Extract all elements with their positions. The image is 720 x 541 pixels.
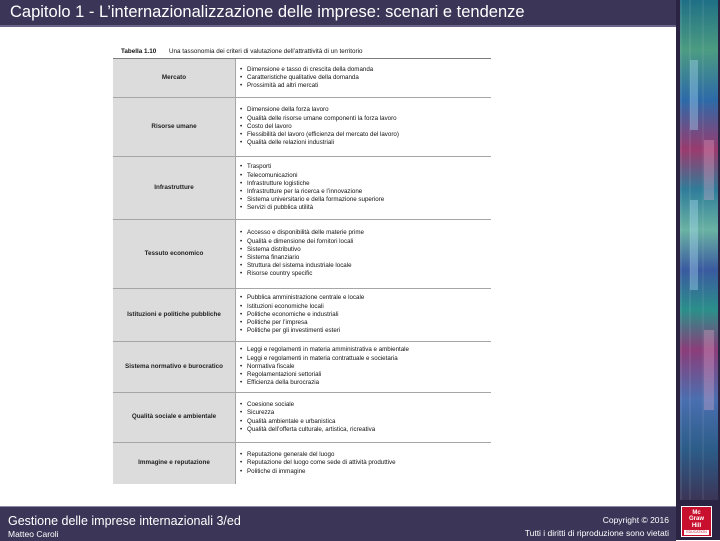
category-cell: Risorse umane	[113, 98, 236, 156]
list-item: • Politiche di immagine	[240, 467, 306, 475]
decorative-bar	[690, 60, 698, 130]
list-item: • Istituzioni economiche locali	[240, 302, 324, 310]
list-item: • Qualità ambientale e urbanistica	[240, 417, 336, 425]
category-cell: Infrastrutture	[113, 157, 236, 219]
list-item: • Sistema distributivo	[240, 245, 301, 253]
slide-footer	[0, 506, 676, 541]
criteria-list	[236, 157, 491, 219]
list-item: • Leggi e regolamenti in materia contrattuale e societaria	[240, 354, 398, 362]
criteria-list	[236, 289, 491, 341]
list-item: • Trasporti	[240, 163, 272, 171]
list-item: • Dimensione e tasso di crescita della domanda	[240, 65, 374, 73]
table-row-qualita-sociale	[113, 393, 491, 443]
list-item: • Politiche per gli investimenti esteri	[240, 327, 341, 335]
table-row-immagine	[113, 443, 491, 484]
list-item: • Qualità dell’offerta culturale, artistica, ricreativa	[240, 425, 376, 433]
author-name: Matteo Caroli	[8, 529, 59, 539]
list-item: • Qualità e dimensione dei fornitori locali	[240, 237, 354, 245]
category-cell: Tessuto economico	[113, 220, 236, 288]
list-item: • Risorse country specific	[240, 270, 313, 278]
slide-header	[0, 0, 676, 27]
table-row-infrastrutture	[113, 157, 491, 220]
table-row-tessuto-economico	[113, 220, 491, 289]
list-item: • Sicurezza	[240, 409, 275, 417]
decorative-bar	[704, 140, 714, 200]
list-item: • Reputazione generale del luogo	[240, 451, 335, 459]
taxonomy-table	[113, 44, 491, 482]
decorative-glass-pattern	[680, 0, 718, 500]
table-row-risorse-umane	[113, 98, 491, 157]
list-item: • Struttura del sistema industriale locale	[240, 262, 352, 270]
list-item: • Qualità delle relazioni industriali	[240, 139, 335, 147]
list-item: • Sistema finanziario	[240, 254, 300, 261]
table-row-mercato	[113, 59, 491, 98]
list-item: • Servizi di pubblica utilità	[240, 204, 314, 212]
list-item: • Coesione sociale	[240, 401, 295, 409]
table-row-istituzioni	[113, 289, 491, 342]
decorative-bar	[704, 330, 714, 410]
table-number: Tabella 1.10	[121, 47, 157, 55]
list-item: • Dimensione della forza lavoro	[240, 106, 329, 114]
criteria-list	[236, 59, 491, 97]
decorative-side-strip	[676, 0, 720, 540]
category-cell: Istituzioni e politiche pubbliche	[113, 289, 236, 341]
rights-notice: Tutti i diritti di riproduzione sono vietati	[524, 528, 669, 538]
category-cell: Mercato	[113, 59, 236, 97]
criteria-list	[236, 393, 491, 442]
slide-title: Capitolo 1 - L’internazionalizzazione delle imprese: scenari e tendenze	[10, 3, 525, 21]
publisher-logo: Mc Graw Hill EDUCATION	[681, 506, 712, 537]
list-item: • Telecomunicazioni	[240, 171, 298, 179]
list-item: • Regolamentazioni settoriali	[240, 371, 322, 379]
criteria-list	[236, 342, 491, 392]
table-caption	[113, 44, 491, 59]
list-item: • Infrastrutture per la ricerca e l’innovazione	[240, 188, 363, 195]
list-item: • Prossimità ad altri mercati	[240, 82, 319, 90]
list-item: • Efficienza della burocrazia	[240, 379, 320, 387]
list-item: • Flessibilità del lavoro (efficienza del mercato del lavoro)	[240, 131, 399, 139]
list-item: • Infrastrutture logistiche	[240, 179, 310, 187]
criteria-list	[236, 443, 491, 484]
book-title: Gestione delle imprese internazionali 3/ed	[8, 514, 241, 528]
list-item: • Leggi e regolamenti in materia amministrativa e ambientale	[240, 346, 409, 354]
list-item: • Politiche per l’impresa	[240, 319, 308, 327]
category-cell: Immagine e reputazione	[113, 443, 236, 484]
list-item: • Pubblica amministrazione centrale e locale	[240, 294, 365, 302]
list-item: • Costo del lavoro	[240, 122, 292, 130]
table-title: Una tassonomia dei criteri di valutazione dell’attrattività di un territorio	[169, 47, 363, 55]
criteria-list	[236, 220, 491, 288]
list-item: • Qualità delle risorse umane componenti la forza lavoro	[240, 114, 397, 122]
list-item: • Normativa fiscale	[240, 362, 295, 370]
list-item: • Reputazione del luogo come sede di attività produttive	[240, 459, 396, 467]
list-item: • Caratteristiche qualitative della domanda	[240, 73, 359, 81]
copyright-notice: Copyright © 2016	[602, 515, 669, 525]
decorative-bar	[690, 200, 698, 290]
category-cell: Sistema normativo e burocratico	[113, 342, 236, 392]
table-row-sistema-normativo	[113, 342, 491, 393]
category-cell: Qualità sociale e ambientale	[113, 393, 236, 442]
list-item: • Sistema universitario e della formazione superiore	[240, 196, 385, 204]
list-item: • Accesso e disponibilità delle materie prime	[240, 229, 364, 237]
criteria-list	[236, 98, 491, 156]
list-item: • Politiche economiche e industriali	[240, 310, 339, 318]
